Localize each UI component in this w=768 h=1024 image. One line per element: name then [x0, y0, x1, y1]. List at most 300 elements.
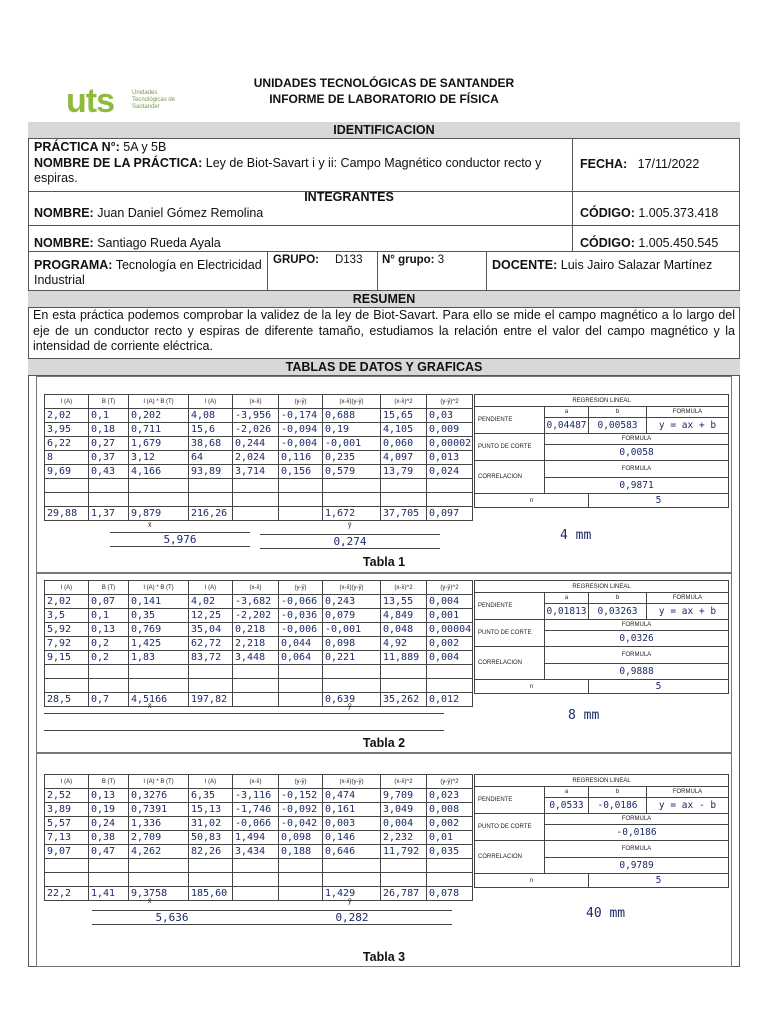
table-cell: 82,26 — [189, 845, 233, 859]
n-value: 5 — [589, 680, 729, 694]
tabla-1-regresion — [474, 394, 729, 508]
table-cell: 0,048 — [381, 623, 427, 637]
column-header: I (A) — [45, 775, 89, 789]
table-cell — [427, 679, 473, 693]
integrantes-title: INTEGRANTES — [304, 190, 394, 204]
table-cell: 0,27 — [89, 437, 129, 451]
table-cell: 15,6 — [189, 423, 233, 437]
tabla-3-regresion — [474, 774, 729, 888]
column-header: I (A) — [45, 395, 89, 409]
table-cell: 3,89 — [45, 803, 89, 817]
table-cell — [129, 679, 189, 693]
table-cell: 0,474 — [323, 789, 381, 803]
table-cell — [323, 873, 381, 887]
tabla-1-data — [44, 394, 473, 521]
table-cell: 0,1 — [89, 409, 129, 423]
integrante-1-codigo: CÓDIGO: 1.005.373.418 — [580, 206, 719, 220]
table-cell — [129, 873, 189, 887]
formula-label: FORMULA — [545, 461, 729, 478]
column-header: I (A) * B (T) — [129, 581, 189, 595]
column-header: B (T) — [89, 395, 129, 409]
column-header: I (A) — [189, 395, 233, 409]
table-cell — [189, 665, 233, 679]
tabla-3-ybar-label: ȳ — [348, 898, 352, 905]
table-cell: 13,55 — [381, 595, 427, 609]
table-cell: 15,13 — [189, 803, 233, 817]
column-header: (y-ȳ) — [279, 775, 323, 789]
table-cell: 7,92 — [45, 637, 89, 651]
table-cell: 3,714 — [233, 465, 279, 479]
resumen-text: En esta práctica podemos comprobar la validez de la ley de Biot-Savart. Para ello se mide el campo magnético a lo largo del eje de un conductor recto y espiras de diferente tamaño, estudiamos la relación entre el valor del campo magnético y la intensidad de corriente eléctrica. — [33, 308, 735, 353]
table-cell: 0,116 — [279, 451, 323, 465]
table-cell: -0,006 — [279, 623, 323, 637]
tabla-3-data — [44, 774, 473, 901]
table-cell: 31,02 — [189, 817, 233, 831]
resumen-header: RESUMEN — [28, 291, 740, 308]
table-cell: 4,849 — [381, 609, 427, 623]
table-cell: 0,024 — [427, 465, 473, 479]
table-cell: 0,38 — [89, 831, 129, 845]
tabla-3-y-mean: 0,282 — [252, 910, 452, 925]
table-cell — [45, 873, 89, 887]
formula-value: y = ax + b — [647, 418, 729, 434]
b-label: b — [589, 593, 647, 604]
table-cell: -0,066 — [233, 817, 279, 831]
identificacion-header: IDENTIFICACION — [28, 122, 740, 139]
n-label: n — [475, 680, 589, 694]
table-cell: 0,711 — [129, 423, 189, 437]
total-cell: 0,097 — [427, 507, 473, 521]
column-header: (x-x̄) — [233, 581, 279, 595]
total-cell: 35,262 — [381, 693, 427, 707]
table-cell: 13,79 — [381, 465, 427, 479]
total-cell — [233, 887, 279, 901]
column-header: I (A) — [189, 581, 233, 595]
table-cell: 0,37 — [89, 451, 129, 465]
table-cell: 1,425 — [129, 637, 189, 651]
programa: PROGRAMA: Tecnología en Electricidad Industrial — [34, 258, 262, 287]
slope-a: 0,0533 — [545, 798, 589, 814]
table-cell: 0,146 — [323, 831, 381, 845]
nombre-practica: NOMBRE DE LA PRÁCTICA: Ley de Biot-Savart i y ii: Campo Magnético conductor recto y espiras. — [34, 156, 542, 185]
table-cell: 0,008 — [427, 803, 473, 817]
table-cell: 9,69 — [45, 465, 89, 479]
pendiente-label: PENDIENTE — [475, 593, 545, 620]
punto-corte-value: 0,0058 — [545, 445, 729, 461]
table-cell: 0,2 — [89, 637, 129, 651]
column-header: (x-x̄)^2 — [381, 581, 427, 595]
table-cell: 9,709 — [381, 789, 427, 803]
tabla-1-size: 4 mm — [560, 528, 592, 543]
totals-row — [45, 887, 473, 901]
column-header: (y-ȳ) — [279, 581, 323, 595]
total-cell: 1,41 — [89, 887, 129, 901]
table-row — [45, 845, 473, 859]
table-cell — [279, 859, 323, 873]
table-cell — [233, 665, 279, 679]
table-cell — [189, 859, 233, 873]
table-cell — [279, 493, 323, 507]
table-cell — [89, 873, 129, 887]
tabla-1-x-mean: 5,976 — [110, 532, 250, 547]
total-cell — [279, 887, 323, 901]
table-cell: 2,02 — [45, 409, 89, 423]
table-cell: 0,646 — [323, 845, 381, 859]
table-cell: 1,494 — [233, 831, 279, 845]
table-cell: 0,235 — [323, 451, 381, 465]
column-header: (x-x̄)^2 — [381, 775, 427, 789]
table-cell — [323, 479, 381, 493]
table-cell: 3,12 — [129, 451, 189, 465]
table-row — [45, 637, 473, 651]
total-cell — [279, 507, 323, 521]
formula-value: y = ax - b — [647, 798, 729, 814]
total-cell: 1,429 — [323, 887, 381, 901]
table-cell: 0,098 — [279, 831, 323, 845]
table-cell: 0,009 — [427, 423, 473, 437]
table-cell: -0,094 — [279, 423, 323, 437]
correlacion-value: 0,9871 — [545, 478, 729, 494]
total-cell: 26,787 — [381, 887, 427, 901]
total-cell: 22,2 — [45, 887, 89, 901]
table-cell: 0,13 — [89, 623, 129, 637]
b-label: b — [589, 407, 647, 418]
table-cell: 0,18 — [89, 423, 129, 437]
table-cell: 0,002 — [427, 637, 473, 651]
table-cell: 8 — [45, 451, 89, 465]
table-cell: 3,049 — [381, 803, 427, 817]
table-cell: -3,956 — [233, 409, 279, 423]
table-cell: 4,02 — [189, 595, 233, 609]
table-row — [45, 789, 473, 803]
tabla-2-xbar-label: x̄ — [148, 703, 152, 710]
n-value: 5 — [589, 874, 729, 888]
column-header: I (A) — [45, 581, 89, 595]
table-cell — [279, 479, 323, 493]
totals-row — [45, 693, 473, 707]
column-header: (y-ȳ)^2 — [427, 775, 473, 789]
table-cell: 50,83 — [189, 831, 233, 845]
table-cell: 0,43 — [89, 465, 129, 479]
total-cell: 28,5 — [45, 693, 89, 707]
a-label: a — [545, 593, 589, 604]
table-cell: 0,3276 — [129, 789, 189, 803]
table-cell — [323, 679, 381, 693]
table-cell: 0,579 — [323, 465, 381, 479]
table-cell: 3,434 — [233, 845, 279, 859]
table-cell: -3,682 — [233, 595, 279, 609]
punto-corte-label: PUNTO DE CORTE — [475, 434, 545, 461]
table-cell: 1,679 — [129, 437, 189, 451]
regression-title: REGRESION LINEAL — [475, 395, 729, 407]
tabla-3-size: 40 mm — [586, 906, 626, 921]
table-cell: 12,25 — [189, 609, 233, 623]
table-cell: 38,68 — [189, 437, 233, 451]
table-row — [45, 437, 473, 451]
table-cell: 0,1 — [89, 609, 129, 623]
table-row — [45, 465, 473, 479]
table-cell: 2,232 — [381, 831, 427, 845]
a-label: a — [545, 407, 589, 418]
column-header: I (A) * B (T) — [129, 775, 189, 789]
table-cell: 0,218 — [233, 623, 279, 637]
table-cell: -0,004 — [279, 437, 323, 451]
table-row — [45, 451, 473, 465]
table-cell — [45, 665, 89, 679]
total-cell: 197,82 — [189, 693, 233, 707]
intercept-b: 0,00583 — [589, 418, 647, 434]
tabla-1-ybar-label: ȳ — [348, 522, 352, 529]
formula-label: FORMULA — [545, 620, 729, 631]
table-cell: 83,72 — [189, 651, 233, 665]
column-header: I (A) — [189, 775, 233, 789]
table-cell: 0,079 — [323, 609, 381, 623]
table-cell: 1,336 — [129, 817, 189, 831]
table-cell — [233, 493, 279, 507]
formula-label: FORMULA — [545, 434, 729, 445]
correlacion-value: 0,9888 — [545, 664, 729, 680]
report-title: INFORME DE LABORATORIO DE FÍSICA — [269, 92, 499, 106]
table-cell: 1,83 — [129, 651, 189, 665]
table-cell: 0,00004 — [427, 623, 473, 637]
integrante-2-nombre: NOMBRE: Santiago Rueda Ayala — [34, 236, 221, 250]
n-label: n — [475, 494, 589, 508]
punto-corte-value: 0,0326 — [545, 631, 729, 647]
table-cell: 0,060 — [381, 437, 427, 451]
table-cell: 0,188 — [279, 845, 323, 859]
total-cell: 185,60 — [189, 887, 233, 901]
column-header: (x-x̄)^2 — [381, 395, 427, 409]
table-cell: 7,13 — [45, 831, 89, 845]
table-row — [45, 595, 473, 609]
table-cell: -0,066 — [279, 595, 323, 609]
tabla-2-x-mean-line — [44, 713, 254, 731]
tablas-header: TABLAS DE DATOS Y GRAFICAS — [28, 359, 740, 376]
table-cell — [89, 665, 129, 679]
table-cell: 0,00002 — [427, 437, 473, 451]
table-cell: 3,448 — [233, 651, 279, 665]
total-cell: 1,672 — [323, 507, 381, 521]
table-cell: 0,013 — [427, 451, 473, 465]
table-cell: -2,202 — [233, 609, 279, 623]
table-cell: 0,035 — [427, 845, 473, 859]
total-cell: 1,37 — [89, 507, 129, 521]
table-row — [45, 831, 473, 845]
correlacion-value: 0,9789 — [545, 858, 729, 874]
table-cell — [45, 679, 89, 693]
tabla-2-regresion — [474, 580, 729, 694]
total-cell — [233, 693, 279, 707]
n-value: 5 — [589, 494, 729, 508]
total-cell: 29,88 — [45, 507, 89, 521]
table-cell: 0,221 — [323, 651, 381, 665]
table-cell: 0,7391 — [129, 803, 189, 817]
pendiente-label: PENDIENTE — [475, 787, 545, 814]
table-row — [45, 803, 473, 817]
table-cell — [129, 859, 189, 873]
table-row — [45, 665, 473, 679]
table-cell: 2,52 — [45, 789, 89, 803]
table-cell — [427, 479, 473, 493]
table-cell — [279, 679, 323, 693]
column-header: (x-x̄)(y-ȳ) — [323, 581, 381, 595]
table-cell: 9,07 — [45, 845, 89, 859]
formula-label: FORMULA — [545, 647, 729, 664]
table-cell — [427, 859, 473, 873]
table-row — [45, 409, 473, 423]
table-cell: 64 — [189, 451, 233, 465]
institution-name: UNIDADES TECNOLÓGICAS DE SANTANDER — [253, 76, 515, 90]
table-cell: 0,35 — [129, 609, 189, 623]
table-cell: 2,709 — [129, 831, 189, 845]
table-cell — [189, 479, 233, 493]
grupo: GRUPO: D133 — [273, 254, 363, 266]
table-row — [45, 609, 473, 623]
table-cell — [45, 859, 89, 873]
table-cell — [381, 873, 427, 887]
table-cell: -3,116 — [233, 789, 279, 803]
table-cell: 2,218 — [233, 637, 279, 651]
total-cell: 37,705 — [381, 507, 427, 521]
tabla-3-xbar-label: x̄ — [148, 898, 152, 905]
column-header: I (A) * B (T) — [129, 395, 189, 409]
column-header: (x-x̄) — [233, 395, 279, 409]
table-cell — [381, 665, 427, 679]
table-cell — [89, 479, 129, 493]
table-cell: 0,002 — [427, 817, 473, 831]
integrante-1-nombre: NOMBRE: Juan Daniel Gómez Remolina — [34, 206, 264, 220]
table-cell: 0,064 — [279, 651, 323, 665]
table-cell — [189, 679, 233, 693]
table-cell: 0,01 — [427, 831, 473, 845]
table-cell: -0,174 — [279, 409, 323, 423]
table-cell: 4,105 — [381, 423, 427, 437]
tabla-2-caption: Tabla 2 — [362, 736, 406, 750]
table-cell — [381, 479, 427, 493]
correlacion-label: CORRELACION — [475, 647, 545, 680]
formula-label: FORMULA — [545, 841, 729, 858]
pendiente-label: PENDIENTE — [475, 407, 545, 434]
table-cell — [233, 873, 279, 887]
table-cell: 0,001 — [427, 609, 473, 623]
table-row — [45, 817, 473, 831]
table-cell — [189, 493, 233, 507]
table-cell — [323, 859, 381, 873]
table-cell: -0,152 — [279, 789, 323, 803]
table-cell: 2,024 — [233, 451, 279, 465]
table-cell: 9,15 — [45, 651, 89, 665]
column-header: B (T) — [89, 581, 129, 595]
column-header: (y-ȳ) — [279, 395, 323, 409]
table-cell: 0,141 — [129, 595, 189, 609]
table-cell — [427, 873, 473, 887]
correlacion-label: CORRELACION — [475, 461, 545, 494]
table-row — [45, 423, 473, 437]
table-cell: 0,13 — [89, 789, 129, 803]
table-cell — [89, 859, 129, 873]
table-cell — [89, 679, 129, 693]
table-cell — [45, 479, 89, 493]
b-label: b — [589, 787, 647, 798]
logo-wordmark: uts — [66, 82, 114, 120]
table-cell — [323, 493, 381, 507]
total-cell: 4,5166 — [129, 693, 189, 707]
table-cell — [233, 479, 279, 493]
table-cell — [45, 493, 89, 507]
formula-value: y = ax + b — [647, 604, 729, 620]
table-cell: 0,03 — [427, 409, 473, 423]
table-cell — [233, 859, 279, 873]
a-label: a — [545, 787, 589, 798]
total-cell: 0,078 — [427, 887, 473, 901]
table-cell — [129, 479, 189, 493]
table-cell: 0,244 — [233, 437, 279, 451]
table-cell: 0,07 — [89, 595, 129, 609]
table-cell: 0,098 — [323, 637, 381, 651]
table-row — [45, 623, 473, 637]
table-cell — [381, 859, 427, 873]
table-cell: 11,792 — [381, 845, 427, 859]
table-cell: -0,036 — [279, 609, 323, 623]
total-cell: 9,3758 — [129, 887, 189, 901]
table-cell: 0,24 — [89, 817, 129, 831]
formula-label: FORMULA — [647, 787, 729, 798]
table-cell: -0,092 — [279, 803, 323, 817]
column-header: (x-x̄)(y-ȳ) — [323, 395, 381, 409]
total-cell: 9,879 — [129, 507, 189, 521]
column-header: (y-ȳ)^2 — [427, 581, 473, 595]
table-cell: 15,65 — [381, 409, 427, 423]
table-cell: 0,004 — [427, 651, 473, 665]
total-cell: 216,26 — [189, 507, 233, 521]
table-cell: 4,097 — [381, 451, 427, 465]
logo-subtitle: Unidades Tecnológicas de Santander — [132, 90, 176, 110]
docente: DOCENTE: Luis Jairo Salazar Martínez — [492, 258, 713, 272]
table-cell — [323, 665, 381, 679]
tabla-1-y-mean: 0,274 — [260, 534, 440, 549]
column-header: (x-x̄)(y-ȳ) — [323, 775, 381, 789]
tabla-3-x-mean: 5,636 — [92, 910, 252, 925]
table-cell: 0,202 — [129, 409, 189, 423]
table-cell: 4,08 — [189, 409, 233, 423]
table-cell: 0,688 — [323, 409, 381, 423]
table-cell: 3,5 — [45, 609, 89, 623]
table-row — [45, 859, 473, 873]
regression-title: REGRESION LINEAL — [475, 775, 729, 787]
tabla-2-ybar-label: ȳ — [348, 703, 352, 710]
formula-label: FORMULA — [545, 814, 729, 825]
totals-row — [45, 507, 473, 521]
correlacion-label: CORRELACION — [475, 841, 545, 874]
table-cell: 93,89 — [189, 465, 233, 479]
table-cell: 0,2 — [89, 651, 129, 665]
slope-a: 0,01813 — [545, 604, 589, 620]
table-cell — [279, 873, 323, 887]
table-cell: 3,95 — [45, 423, 89, 437]
table-cell: 0,023 — [427, 789, 473, 803]
punto-corte-label: PUNTO DE CORTE — [475, 814, 545, 841]
tabla-1-xbar-label: x̄ — [148, 522, 152, 529]
table-cell: 11,889 — [381, 651, 427, 665]
table-cell: 0,004 — [381, 817, 427, 831]
total-cell — [279, 693, 323, 707]
n-label: n — [475, 874, 589, 888]
table-row — [45, 479, 473, 493]
formula-label: FORMULA — [647, 593, 729, 604]
table-cell — [381, 679, 427, 693]
table-cell: -0,042 — [279, 817, 323, 831]
table-cell: 0,156 — [279, 465, 323, 479]
